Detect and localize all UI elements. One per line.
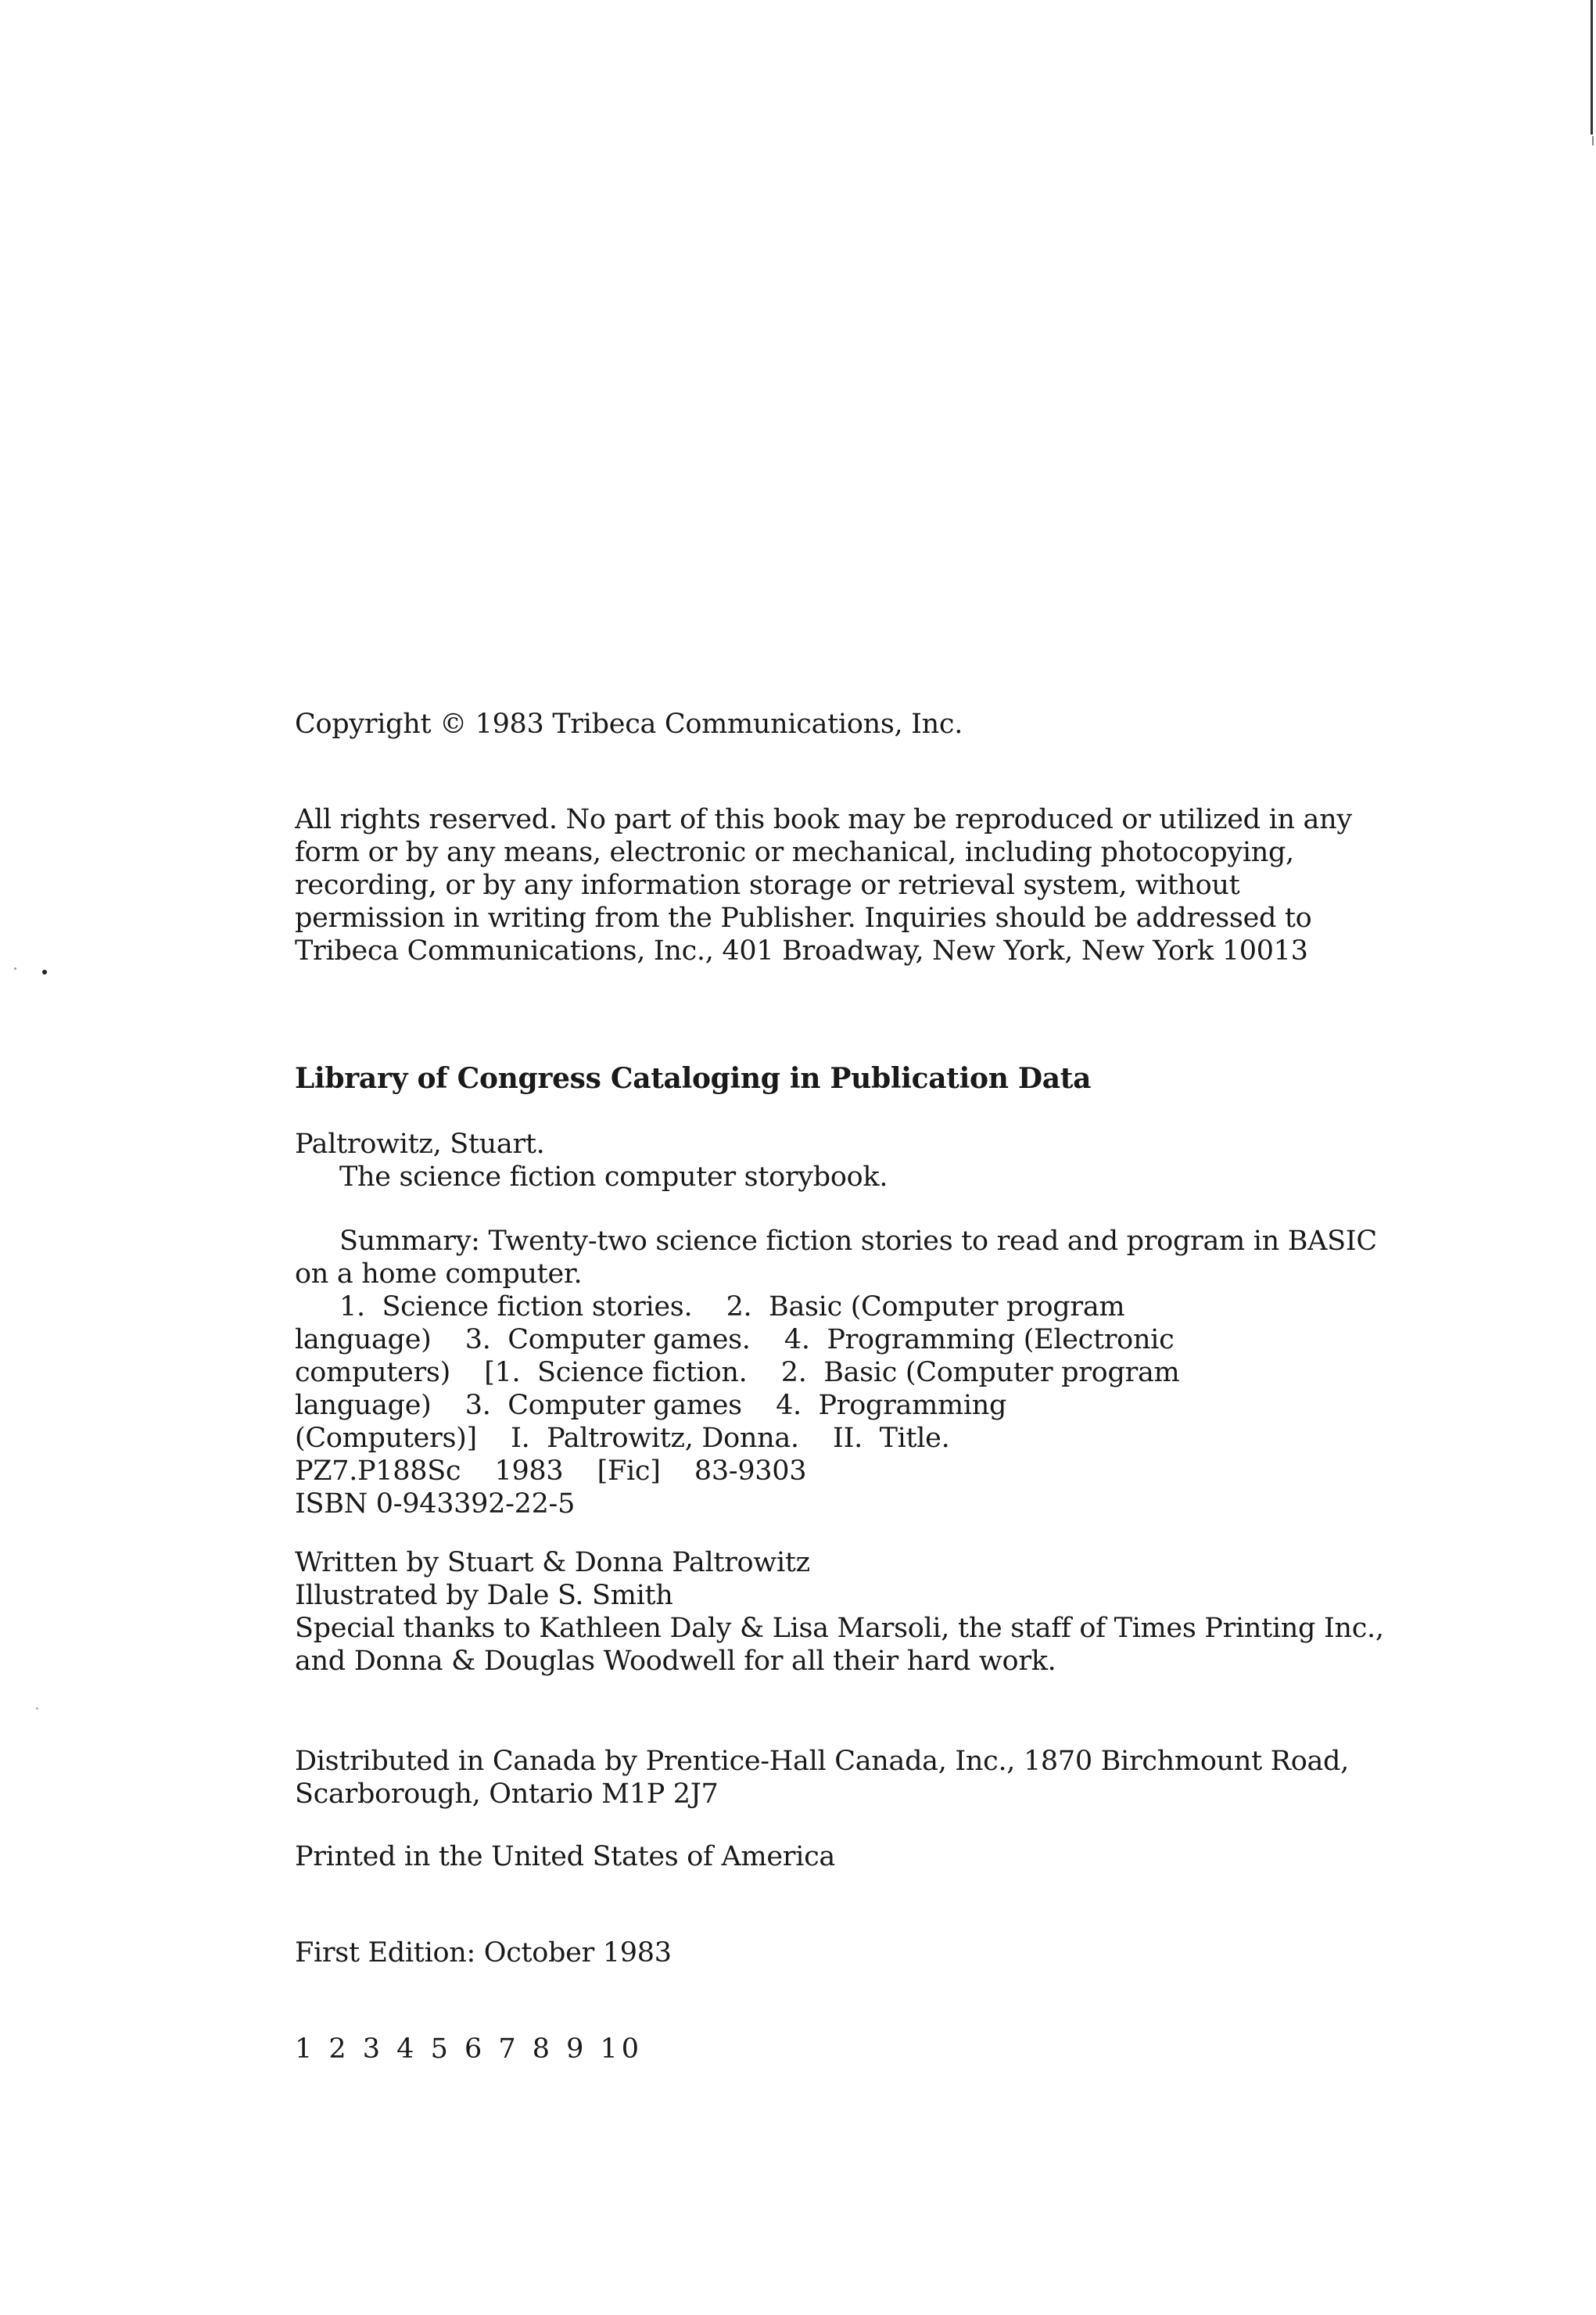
distribution-notice	[295, 1745, 1358, 1811]
scan-edge-line	[1591, 0, 1593, 135]
distribution-line: Distributed in Canada by Prentice-Hall Canada, Inc., 1870 Birchmount Road,	[295, 1746, 1349, 1777]
summary-line: language) 3. Computer games 4. Programming	[295, 1390, 1007, 1421]
rights-line: Tribeca Communications, Inc., 401 Broadway, New York, New York 10013	[295, 935, 1308, 967]
distribution-line: Scarborough, Ontario M1P 2J7	[295, 1778, 719, 1810]
rights-statement	[295, 803, 1358, 967]
printed-notice	[295, 1840, 1358, 1873]
summary-line: (Computers)] I. Paltrowitz, Donna. II. Title.	[295, 1423, 950, 1454]
cataloging-heading-block	[295, 1062, 1358, 1095]
isbn-line: ISBN 0-943392-22-5	[295, 1488, 576, 1520]
rights-line: permission in writing from the Publisher. Inquiries should be addressed to	[295, 903, 1312, 934]
cataloging-heading: Library of Congress Cataloging in Publication Data	[295, 1062, 1092, 1095]
edition-line: First Edition: October 1983	[295, 1937, 672, 1969]
credits-line: and Donna & Douglas Woodwell for all their hard work.	[295, 1646, 1056, 1677]
cataloging-author: Paltrowitz, Stuart.	[295, 1129, 545, 1160]
scan-speck	[14, 967, 16, 970]
cataloging-summary	[295, 1225, 1377, 1520]
credits-line: Written by Stuart & Donna Paltrowitz	[295, 1547, 810, 1578]
scan-edge-tick	[1592, 136, 1594, 145]
scan-speck	[36, 1707, 38, 1710]
cataloging-title: The science fiction computer storybook.	[339, 1161, 888, 1193]
copyright-line: Copyright © 1983 Tribeca Communications, Inc.	[295, 709, 963, 740]
credits-line: Special thanks to Kathleen Daly & Lisa Marsoli, the staff of Times Printing Inc.,	[295, 1613, 1384, 1644]
edition-notice	[295, 1936, 1358, 1969]
printing-line	[295, 2033, 1358, 2066]
rights-line: form or by any means, electronic or mechanical, including photocopying,	[295, 837, 1294, 868]
summary-line: on a home computer.	[295, 1258, 583, 1290]
cataloging-author-block	[295, 1128, 1358, 1193]
copyright-notice	[295, 708, 1358, 741]
summary-line: computers) [1. Science fiction. 2. Basic (Computer program	[295, 1357, 1180, 1388]
summary-line: 1. Science fiction stories. 2. Basic (Computer program	[339, 1291, 1125, 1323]
scan-speck	[42, 970, 47, 974]
rights-line: recording, or by any information storage or retrieval system, without	[295, 870, 1240, 901]
printed-line: Printed in the United States of America	[295, 1841, 835, 1872]
credits	[295, 1546, 1384, 1678]
rights-line: All rights reserved. No part of this book may be reproduced or utilized in any	[295, 804, 1352, 835]
printing-numbers: 1 2 3 4 5 6 7 8 9 10	[295, 2033, 644, 2065]
credits-line: Illustrated by Dale S. Smith	[295, 1580, 673, 1611]
summary-line: Summary: Twenty-two science fiction stories to read and program in BASIC	[339, 1226, 1377, 1257]
summary-line: PZ7.P188Sc 1983 [Fic] 83-9303	[295, 1455, 807, 1487]
summary-line: language) 3. Computer games. 4. Programming (Electronic	[295, 1324, 1175, 1355]
